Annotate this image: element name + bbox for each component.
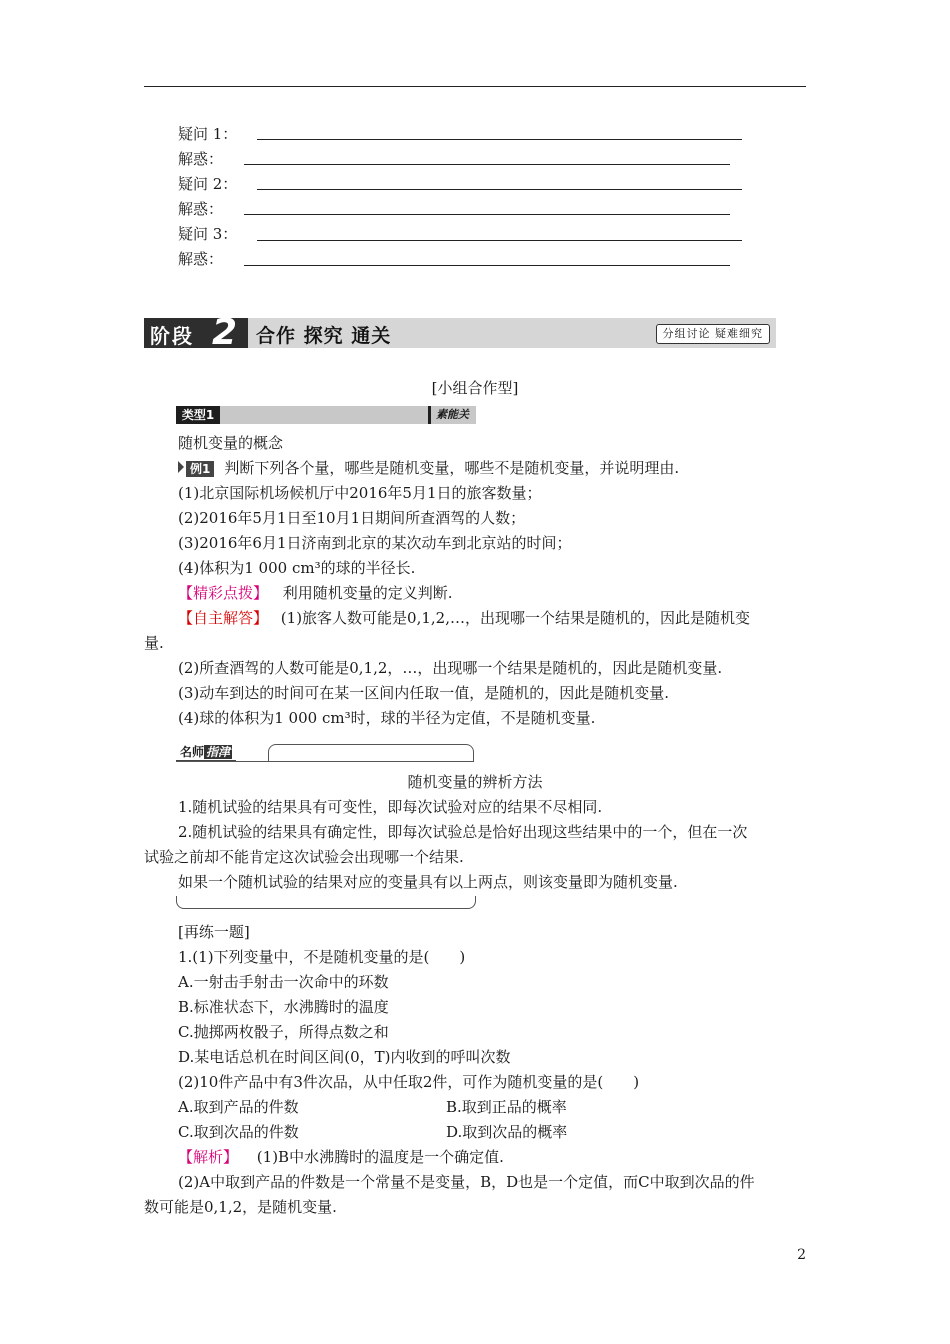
answer-line-1b: 量.: [144, 634, 164, 652]
answer-line-4: (4)球的体积为1 000 cm³时，球的半径为定值，不是随机变量.: [178, 709, 596, 727]
type-tag: 素能关: [436, 408, 469, 421]
question-2-label: 疑问 2：: [178, 175, 238, 193]
stage-tag: 分组讨论 疑难细究: [656, 324, 771, 344]
tip-label-a: 名师: [180, 745, 205, 759]
type-separator: [428, 406, 431, 424]
hint-label: 【精彩点拨】: [178, 584, 269, 602]
section-heading: [小组合作型]: [431, 379, 519, 397]
header-rule: [144, 86, 806, 87]
analysis-line-2b: 数可能是0,1,2，是随机变量.: [144, 1198, 337, 1216]
type-label: 类型1: [176, 406, 220, 424]
example-item-3: (3)2016年6月1日济南到北京的某次动车到北京站的时间；: [178, 534, 572, 552]
stage-label-block: [144, 312, 248, 353]
tip-label-b: 指津: [206, 745, 231, 759]
practice-question-1: 1.(1)下列变量中，不是随机变量的是( ): [178, 948, 466, 966]
example-item-4: (4)体积为1 000 cm³的球的半径长.: [178, 559, 416, 577]
answer-2-label: 解惑：: [178, 200, 224, 218]
question-1-label: 疑问 1：: [178, 125, 238, 143]
answer-line-3: (3)动车到达的时间可在某一区间内任取一值，是随机的，因此是随机变量.: [178, 684, 670, 702]
practice-q2-option-a: A.取到产品的件数: [178, 1098, 299, 1116]
answer-line-1: [178, 608, 750, 628]
example-badge: 例1: [186, 461, 214, 477]
hint-line: [178, 583, 453, 603]
example-question-text: 判断下列各个量，哪些是随机变量，哪些不是随机变量，并说明理由.: [224, 459, 680, 477]
answer-1-label: 解惑：: [178, 150, 224, 168]
practice-heading: [再练一题]: [178, 923, 250, 941]
tip-paragraph-2a: 2.随机试验的结果具有确定性，即每次试验总是恰好出现这些结果中的一个，但在一次: [178, 823, 748, 841]
type-bar: [176, 406, 476, 424]
practice-q1-option-a: A.一射击手射击一次命中的环数: [178, 973, 389, 991]
stage-banner: [144, 312, 776, 353]
example-question: [178, 458, 679, 478]
tip-title: 随机变量的辨析方法: [407, 773, 543, 791]
question-1-blank: [257, 139, 742, 140]
hint-text: 利用随机变量的定义判断.: [282, 584, 453, 602]
question-3-label: 疑问 3：: [178, 225, 238, 243]
practice-q2-option-d: D.取到次品的概率: [446, 1123, 568, 1141]
example-item-1: (1)北京国际机场候机厅中2016年5月1日的旅客数量；: [178, 484, 542, 502]
example-item-2: (2)2016年5月1日至10月1日期间所查酒驾的人数；: [178, 509, 526, 527]
practice-q1-option-b: B.标准状态下，水沸腾时的温度: [178, 998, 389, 1016]
answer-2-blank: [244, 214, 730, 215]
tip-paragraph-3: 如果一个随机试验的结果对应的变量具有以上两点，则该变量即为随机变量.: [178, 873, 678, 891]
tip-paragraph-1: 1.随机试验的结果具有可变性，即每次试验对应的结果不尽相同.: [178, 798, 603, 816]
practice-q2-option-c: C.取到次品的件数: [178, 1123, 299, 1141]
practice-q1-option-c: C.抛掷两枚骰子，所得点数之和: [178, 1023, 389, 1041]
answer-3-label: 解惑：: [178, 250, 224, 268]
analysis-line-2a: (2)A中取到产品的件数是一个常量不是变量，B，D也是一个定值，而C中取到次品的件: [178, 1173, 755, 1191]
question-3-blank: [257, 240, 742, 241]
tip-label: [176, 744, 236, 762]
practice-q1-option-d: D.某电话总机在时间区间(0，T)内收到的呼叫次数: [178, 1048, 511, 1066]
topic-title: 随机变量的概念: [178, 434, 284, 452]
practice-question-2: (2)10件产品中有3件次品，从中任取2件，可作为随机变量的是( ): [178, 1073, 640, 1091]
analysis-label: 【解析】: [178, 1148, 239, 1166]
tip-paragraph-2b: 试验之前却不能肯定这次试验会出现哪一个结果.: [144, 848, 464, 866]
practice-q2-option-b: B.取到正品的概率: [446, 1098, 567, 1116]
stage-number: 2: [212, 312, 238, 353]
answer-line-2: (2)所查酒驾的人数可能是0,1,2，…，出现哪一个结果是随机的，因此是随机变量.: [178, 659, 723, 677]
answer-1-blank: [244, 164, 730, 165]
answer-label: 【自主解答】: [178, 609, 269, 627]
tip-box-footer: [176, 896, 476, 909]
page-number: 2: [797, 1247, 806, 1263]
tip-box-header: [176, 744, 474, 762]
analysis-line-1: [178, 1147, 504, 1167]
answer-3-blank: [244, 265, 730, 266]
answer-text-1: (1)旅客人数可能是0,1,2,…，出现哪一个结果是随机的，因此是随机变: [280, 609, 750, 627]
question-2-blank: [257, 189, 742, 190]
stage-title: 合作 探究 通关: [256, 325, 392, 347]
example-arrow-icon: [178, 461, 184, 473]
tip-underline: [176, 761, 474, 762]
tip-frame-top: [268, 744, 474, 761]
analysis-text-1: (1)B中水沸腾时的温度是一个确定值.: [256, 1148, 504, 1166]
stage-label: 阶段: [150, 324, 194, 348]
